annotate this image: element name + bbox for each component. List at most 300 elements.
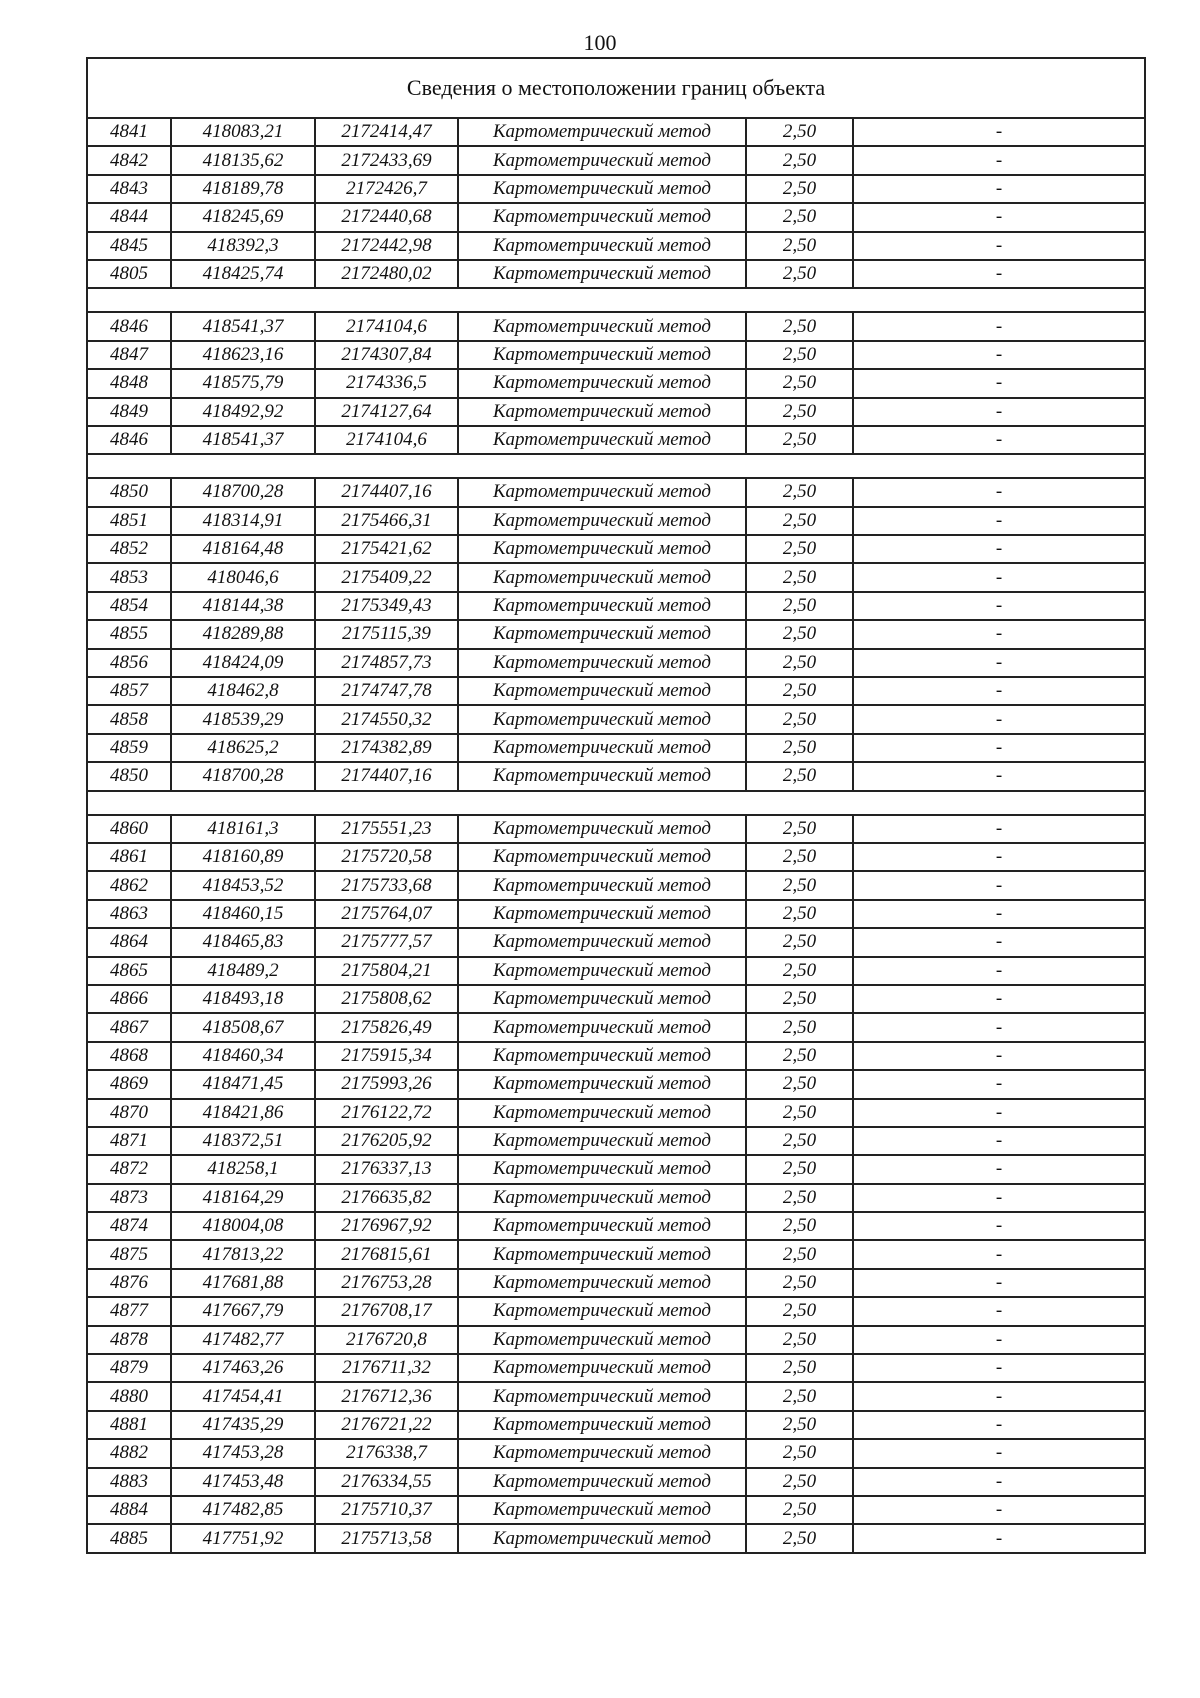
x-coordinate-cell: 418508,67 bbox=[171, 1013, 315, 1041]
x-coordinate-cell: 417482,85 bbox=[171, 1496, 315, 1524]
accuracy-cell: 2,50 bbox=[746, 426, 853, 454]
method-cell: Картометрический метод bbox=[458, 341, 746, 369]
y-coordinate-cell: 2176711,32 bbox=[315, 1354, 458, 1382]
method-cell: Картометрический метод bbox=[458, 563, 746, 591]
note-cell: - bbox=[853, 1269, 1145, 1297]
point-number-cell: 4869 bbox=[87, 1070, 171, 1098]
point-number-cell: 4871 bbox=[87, 1127, 171, 1155]
point-number-cell: 4855 bbox=[87, 620, 171, 648]
accuracy-cell: 2,50 bbox=[746, 507, 853, 535]
x-coordinate-cell: 418465,83 bbox=[171, 928, 315, 956]
note-cell: - bbox=[853, 1212, 1145, 1240]
table-row bbox=[87, 705, 1145, 733]
note-cell: - bbox=[853, 369, 1145, 397]
point-number-cell: 4881 bbox=[87, 1411, 171, 1439]
table-row bbox=[87, 1411, 1145, 1439]
x-coordinate-cell: 418453,52 bbox=[171, 871, 315, 899]
y-coordinate-cell: 2172414,47 bbox=[315, 118, 458, 146]
accuracy-cell: 2,50 bbox=[746, 649, 853, 677]
note-cell: - bbox=[853, 203, 1145, 231]
table-row bbox=[87, 1468, 1145, 1496]
note-cell: - bbox=[853, 341, 1145, 369]
x-coordinate-cell: 418046,6 bbox=[171, 563, 315, 591]
x-coordinate-cell: 418144,38 bbox=[171, 592, 315, 620]
accuracy-cell: 2,50 bbox=[746, 677, 853, 705]
table-row bbox=[87, 1042, 1145, 1070]
method-cell: Картометрический метод bbox=[458, 762, 746, 790]
accuracy-cell: 2,50 bbox=[746, 1184, 853, 1212]
y-coordinate-cell: 2174127,64 bbox=[315, 398, 458, 426]
x-coordinate-cell: 418258,1 bbox=[171, 1155, 315, 1183]
method-cell: Картометрический метод bbox=[458, 1269, 746, 1297]
method-cell: Картометрический метод bbox=[458, 1099, 746, 1127]
separator-row bbox=[87, 288, 1145, 312]
method-cell: Картометрический метод bbox=[458, 507, 746, 535]
table-row bbox=[87, 232, 1145, 260]
point-number-cell: 4866 bbox=[87, 985, 171, 1013]
point-number-cell: 4883 bbox=[87, 1468, 171, 1496]
point-number-cell: 4854 bbox=[87, 592, 171, 620]
method-cell: Картометрический метод bbox=[458, 1155, 746, 1183]
accuracy-cell: 2,50 bbox=[746, 1070, 853, 1098]
table-title: Сведения о местоположении границ объекта bbox=[87, 58, 1145, 118]
accuracy-cell: 2,50 bbox=[746, 843, 853, 871]
point-number-cell: 4843 bbox=[87, 175, 171, 203]
y-coordinate-cell: 2172433,69 bbox=[315, 146, 458, 174]
y-coordinate-cell: 2175915,34 bbox=[315, 1042, 458, 1070]
x-coordinate-cell: 418700,28 bbox=[171, 478, 315, 506]
point-number-cell: 4878 bbox=[87, 1326, 171, 1354]
table-row bbox=[87, 762, 1145, 790]
method-cell: Картометрический метод bbox=[458, 900, 746, 928]
note-cell: - bbox=[853, 1099, 1145, 1127]
point-number-cell: 4868 bbox=[87, 1042, 171, 1070]
table-row bbox=[87, 1269, 1145, 1297]
note-cell: - bbox=[853, 1354, 1145, 1382]
method-cell: Картометрический метод bbox=[458, 1013, 746, 1041]
table-row bbox=[87, 1070, 1145, 1098]
note-cell: - bbox=[853, 762, 1145, 790]
x-coordinate-cell: 418245,69 bbox=[171, 203, 315, 231]
note-cell: - bbox=[853, 398, 1145, 426]
method-cell: Картометрический метод bbox=[458, 734, 746, 762]
method-cell: Картометрический метод bbox=[458, 398, 746, 426]
x-coordinate-cell: 418164,29 bbox=[171, 1184, 315, 1212]
y-coordinate-cell: 2175466,31 bbox=[315, 507, 458, 535]
method-cell: Картометрический метод bbox=[458, 985, 746, 1013]
note-cell: - bbox=[853, 649, 1145, 677]
separator-row bbox=[87, 791, 1145, 815]
note-cell: - bbox=[853, 563, 1145, 591]
note-cell: - bbox=[853, 1184, 1145, 1212]
y-coordinate-cell: 2175804,21 bbox=[315, 957, 458, 985]
method-cell: Картометрический метод bbox=[458, 1524, 746, 1552]
accuracy-cell: 2,50 bbox=[746, 1240, 853, 1268]
x-coordinate-cell: 417435,29 bbox=[171, 1411, 315, 1439]
y-coordinate-cell: 2175551,23 bbox=[315, 815, 458, 843]
point-number-cell: 4846 bbox=[87, 312, 171, 340]
x-coordinate-cell: 418541,37 bbox=[171, 312, 315, 340]
x-coordinate-cell: 418492,92 bbox=[171, 398, 315, 426]
point-number-cell: 4860 bbox=[87, 815, 171, 843]
x-coordinate-cell: 417681,88 bbox=[171, 1269, 315, 1297]
table-row bbox=[87, 900, 1145, 928]
x-coordinate-cell: 417454,41 bbox=[171, 1382, 315, 1410]
point-number-cell: 4850 bbox=[87, 762, 171, 790]
separator-cell bbox=[87, 454, 1145, 478]
table-row bbox=[87, 1155, 1145, 1183]
table-row bbox=[87, 1297, 1145, 1325]
table-row bbox=[87, 928, 1145, 956]
point-number-cell: 4874 bbox=[87, 1212, 171, 1240]
y-coordinate-cell: 2172442,98 bbox=[315, 232, 458, 260]
table-row bbox=[87, 426, 1145, 454]
method-cell: Картометрический метод bbox=[458, 1382, 746, 1410]
y-coordinate-cell: 2176337,13 bbox=[315, 1155, 458, 1183]
x-coordinate-cell: 418493,18 bbox=[171, 985, 315, 1013]
point-number-cell: 4867 bbox=[87, 1013, 171, 1041]
table-row bbox=[87, 478, 1145, 506]
y-coordinate-cell: 2175713,58 bbox=[315, 1524, 458, 1552]
method-cell: Картометрический метод bbox=[458, 478, 746, 506]
accuracy-cell: 2,50 bbox=[746, 175, 853, 203]
method-cell: Картометрический метод bbox=[458, 1468, 746, 1496]
note-cell: - bbox=[853, 1411, 1145, 1439]
y-coordinate-cell: 2175764,07 bbox=[315, 900, 458, 928]
table-row bbox=[87, 175, 1145, 203]
x-coordinate-cell: 418625,2 bbox=[171, 734, 315, 762]
note-cell: - bbox=[853, 734, 1145, 762]
note-cell: - bbox=[853, 1127, 1145, 1155]
x-coordinate-cell: 418392,3 bbox=[171, 232, 315, 260]
y-coordinate-cell: 2175720,58 bbox=[315, 843, 458, 871]
accuracy-cell: 2,50 bbox=[746, 1496, 853, 1524]
table-row bbox=[87, 815, 1145, 843]
table-row bbox=[87, 260, 1145, 288]
accuracy-cell: 2,50 bbox=[746, 871, 853, 899]
accuracy-cell: 2,50 bbox=[746, 1297, 853, 1325]
accuracy-cell: 2,50 bbox=[746, 815, 853, 843]
table-row bbox=[87, 1013, 1145, 1041]
point-number-cell: 4885 bbox=[87, 1524, 171, 1552]
accuracy-cell: 2,50 bbox=[746, 312, 853, 340]
y-coordinate-cell: 2175777,57 bbox=[315, 928, 458, 956]
y-coordinate-cell: 2176122,72 bbox=[315, 1099, 458, 1127]
accuracy-cell: 2,50 bbox=[746, 1212, 853, 1240]
y-coordinate-cell: 2174747,78 bbox=[315, 677, 458, 705]
y-coordinate-cell: 2176815,61 bbox=[315, 1240, 458, 1268]
point-number-cell: 4884 bbox=[87, 1496, 171, 1524]
table-row bbox=[87, 1382, 1145, 1410]
y-coordinate-cell: 2176967,92 bbox=[315, 1212, 458, 1240]
table-row bbox=[87, 677, 1145, 705]
x-coordinate-cell: 418135,62 bbox=[171, 146, 315, 174]
point-number-cell: 4846 bbox=[87, 426, 171, 454]
accuracy-cell: 2,50 bbox=[746, 705, 853, 733]
table-row bbox=[87, 369, 1145, 397]
y-coordinate-cell: 2176720,8 bbox=[315, 1326, 458, 1354]
note-cell: - bbox=[853, 1524, 1145, 1552]
y-coordinate-cell: 2176753,28 bbox=[315, 1269, 458, 1297]
point-number-cell: 4848 bbox=[87, 369, 171, 397]
table-row bbox=[87, 734, 1145, 762]
accuracy-cell: 2,50 bbox=[746, 1013, 853, 1041]
accuracy-cell: 2,50 bbox=[746, 1042, 853, 1070]
table-row bbox=[87, 1127, 1145, 1155]
note-cell: - bbox=[853, 535, 1145, 563]
table-row bbox=[87, 507, 1145, 535]
x-coordinate-cell: 417667,79 bbox=[171, 1297, 315, 1325]
accuracy-cell: 2,50 bbox=[746, 985, 853, 1013]
y-coordinate-cell: 2172440,68 bbox=[315, 203, 458, 231]
table-row bbox=[87, 1099, 1145, 1127]
table-body bbox=[87, 58, 1145, 1553]
table-row bbox=[87, 341, 1145, 369]
x-coordinate-cell: 417813,22 bbox=[171, 1240, 315, 1268]
table-row bbox=[87, 203, 1145, 231]
table-row bbox=[87, 957, 1145, 985]
x-coordinate-cell: 418164,48 bbox=[171, 535, 315, 563]
point-number-cell: 4882 bbox=[87, 1439, 171, 1467]
method-cell: Картометрический метод bbox=[458, 871, 746, 899]
note-cell: - bbox=[853, 871, 1145, 899]
note-cell: - bbox=[853, 592, 1145, 620]
table-row bbox=[87, 146, 1145, 174]
x-coordinate-cell: 418372,51 bbox=[171, 1127, 315, 1155]
note-cell: - bbox=[853, 1382, 1145, 1410]
table-row bbox=[87, 1184, 1145, 1212]
note-cell: - bbox=[853, 175, 1145, 203]
method-cell: Картометрический метод bbox=[458, 1496, 746, 1524]
accuracy-cell: 2,50 bbox=[746, 563, 853, 591]
point-number-cell: 4862 bbox=[87, 871, 171, 899]
method-cell: Картометрический метод bbox=[458, 620, 746, 648]
point-number-cell: 4863 bbox=[87, 900, 171, 928]
note-cell: - bbox=[853, 843, 1145, 871]
separator-cell bbox=[87, 288, 1145, 312]
table-row bbox=[87, 592, 1145, 620]
accuracy-cell: 2,50 bbox=[746, 1127, 853, 1155]
point-number-cell: 4861 bbox=[87, 843, 171, 871]
table-row bbox=[87, 871, 1145, 899]
method-cell: Картометрический метод bbox=[458, 677, 746, 705]
table-row bbox=[87, 398, 1145, 426]
note-cell: - bbox=[853, 232, 1145, 260]
y-coordinate-cell: 2175733,68 bbox=[315, 871, 458, 899]
method-cell: Картометрический метод bbox=[458, 1297, 746, 1325]
note-cell: - bbox=[853, 1468, 1145, 1496]
x-coordinate-cell: 418539,29 bbox=[171, 705, 315, 733]
table-row bbox=[87, 535, 1145, 563]
method-cell: Картометрический метод bbox=[458, 649, 746, 677]
point-number-cell: 4850 bbox=[87, 478, 171, 506]
y-coordinate-cell: 2175826,49 bbox=[315, 1013, 458, 1041]
accuracy-cell: 2,50 bbox=[746, 620, 853, 648]
point-number-cell: 4845 bbox=[87, 232, 171, 260]
method-cell: Картометрический метод bbox=[458, 928, 746, 956]
x-coordinate-cell: 418700,28 bbox=[171, 762, 315, 790]
boundary-coordinates-table bbox=[86, 57, 1146, 1554]
y-coordinate-cell: 2176334,55 bbox=[315, 1468, 458, 1496]
accuracy-cell: 2,50 bbox=[746, 478, 853, 506]
table-row bbox=[87, 1496, 1145, 1524]
method-cell: Картометрический метод bbox=[458, 1411, 746, 1439]
y-coordinate-cell: 2174307,84 bbox=[315, 341, 458, 369]
y-coordinate-cell: 2176721,22 bbox=[315, 1411, 458, 1439]
x-coordinate-cell: 417751,92 bbox=[171, 1524, 315, 1552]
method-cell: Картометрический метод bbox=[458, 175, 746, 203]
y-coordinate-cell: 2174336,5 bbox=[315, 369, 458, 397]
point-number-cell: 4875 bbox=[87, 1240, 171, 1268]
point-number-cell: 4877 bbox=[87, 1297, 171, 1325]
method-cell: Картометрический метод bbox=[458, 369, 746, 397]
method-cell: Картометрический метод bbox=[458, 815, 746, 843]
accuracy-cell: 2,50 bbox=[746, 232, 853, 260]
point-number-cell: 4849 bbox=[87, 398, 171, 426]
point-number-cell: 4851 bbox=[87, 507, 171, 535]
accuracy-cell: 2,50 bbox=[746, 146, 853, 174]
table-row bbox=[87, 1439, 1145, 1467]
note-cell: - bbox=[853, 1070, 1145, 1098]
accuracy-cell: 2,50 bbox=[746, 1468, 853, 1496]
x-coordinate-cell: 418460,15 bbox=[171, 900, 315, 928]
note-cell: - bbox=[853, 260, 1145, 288]
table-row bbox=[87, 1354, 1145, 1382]
x-coordinate-cell: 418083,21 bbox=[171, 118, 315, 146]
y-coordinate-cell: 2176712,36 bbox=[315, 1382, 458, 1410]
point-number-cell: 4864 bbox=[87, 928, 171, 956]
y-coordinate-cell: 2175115,39 bbox=[315, 620, 458, 648]
table-row bbox=[87, 620, 1145, 648]
note-cell: - bbox=[853, 478, 1145, 506]
method-cell: Картометрический метод bbox=[458, 1184, 746, 1212]
x-coordinate-cell: 418424,09 bbox=[171, 649, 315, 677]
x-coordinate-cell: 418161,3 bbox=[171, 815, 315, 843]
table-row bbox=[87, 649, 1145, 677]
x-coordinate-cell: 418421,86 bbox=[171, 1099, 315, 1127]
point-number-cell: 4865 bbox=[87, 957, 171, 985]
accuracy-cell: 2,50 bbox=[746, 535, 853, 563]
table-row bbox=[87, 563, 1145, 591]
y-coordinate-cell: 2175349,43 bbox=[315, 592, 458, 620]
accuracy-cell: 2,50 bbox=[746, 1155, 853, 1183]
method-cell: Картометрический метод bbox=[458, 535, 746, 563]
separator-cell bbox=[87, 791, 1145, 815]
x-coordinate-cell: 418541,37 bbox=[171, 426, 315, 454]
note-cell: - bbox=[853, 1496, 1145, 1524]
note-cell: - bbox=[853, 1297, 1145, 1325]
table-row bbox=[87, 312, 1145, 340]
method-cell: Картометрический метод bbox=[458, 1127, 746, 1155]
accuracy-cell: 2,50 bbox=[746, 398, 853, 426]
y-coordinate-cell: 2174407,16 bbox=[315, 478, 458, 506]
x-coordinate-cell: 418575,79 bbox=[171, 369, 315, 397]
accuracy-cell: 2,50 bbox=[746, 1411, 853, 1439]
point-number-cell: 4805 bbox=[87, 260, 171, 288]
y-coordinate-cell: 2175421,62 bbox=[315, 535, 458, 563]
x-coordinate-cell: 417453,48 bbox=[171, 1468, 315, 1496]
method-cell: Картометрический метод bbox=[458, 312, 746, 340]
point-number-cell: 4879 bbox=[87, 1354, 171, 1382]
accuracy-cell: 2,50 bbox=[746, 1354, 853, 1382]
accuracy-cell: 2,50 bbox=[746, 1099, 853, 1127]
x-coordinate-cell: 418189,78 bbox=[171, 175, 315, 203]
note-cell: - bbox=[853, 705, 1145, 733]
x-coordinate-cell: 418425,74 bbox=[171, 260, 315, 288]
accuracy-cell: 2,50 bbox=[746, 118, 853, 146]
accuracy-cell: 2,50 bbox=[746, 928, 853, 956]
accuracy-cell: 2,50 bbox=[746, 260, 853, 288]
accuracy-cell: 2,50 bbox=[746, 1269, 853, 1297]
accuracy-cell: 2,50 bbox=[746, 900, 853, 928]
method-cell: Картометрический метод bbox=[458, 1354, 746, 1382]
point-number-cell: 4844 bbox=[87, 203, 171, 231]
x-coordinate-cell: 418160,89 bbox=[171, 843, 315, 871]
note-cell: - bbox=[853, 928, 1145, 956]
y-coordinate-cell: 2175808,62 bbox=[315, 985, 458, 1013]
point-number-cell: 4873 bbox=[87, 1184, 171, 1212]
point-number-cell: 4853 bbox=[87, 563, 171, 591]
note-cell: - bbox=[853, 1326, 1145, 1354]
table-row bbox=[87, 118, 1145, 146]
y-coordinate-cell: 2175409,22 bbox=[315, 563, 458, 591]
y-coordinate-cell: 2175710,37 bbox=[315, 1496, 458, 1524]
note-cell: - bbox=[853, 1240, 1145, 1268]
method-cell: Картометрический метод bbox=[458, 843, 746, 871]
note-cell: - bbox=[853, 507, 1145, 535]
y-coordinate-cell: 2172480,02 bbox=[315, 260, 458, 288]
accuracy-cell: 2,50 bbox=[746, 957, 853, 985]
point-number-cell: 4870 bbox=[87, 1099, 171, 1127]
x-coordinate-cell: 417453,28 bbox=[171, 1439, 315, 1467]
note-cell: - bbox=[853, 426, 1145, 454]
method-cell: Картометрический метод bbox=[458, 426, 746, 454]
note-cell: - bbox=[853, 900, 1145, 928]
x-coordinate-cell: 418462,8 bbox=[171, 677, 315, 705]
accuracy-cell: 2,50 bbox=[746, 1382, 853, 1410]
method-cell: Картометрический метод bbox=[458, 232, 746, 260]
method-cell: Картометрический метод bbox=[458, 957, 746, 985]
table-row bbox=[87, 1240, 1145, 1268]
note-cell: - bbox=[853, 985, 1145, 1013]
y-coordinate-cell: 2174104,6 bbox=[315, 312, 458, 340]
x-coordinate-cell: 417482,77 bbox=[171, 1326, 315, 1354]
y-coordinate-cell: 2174382,89 bbox=[315, 734, 458, 762]
method-cell: Картометрический метод bbox=[458, 1439, 746, 1467]
method-cell: Картометрический метод bbox=[458, 1042, 746, 1070]
note-cell: - bbox=[853, 312, 1145, 340]
method-cell: Картометрический метод bbox=[458, 260, 746, 288]
x-coordinate-cell: 418471,45 bbox=[171, 1070, 315, 1098]
table-title-row bbox=[87, 58, 1145, 118]
table-row bbox=[87, 1524, 1145, 1552]
separator-row bbox=[87, 454, 1145, 478]
y-coordinate-cell: 2172426,7 bbox=[315, 175, 458, 203]
y-coordinate-cell: 2174104,6 bbox=[315, 426, 458, 454]
point-number-cell: 4880 bbox=[87, 1382, 171, 1410]
y-coordinate-cell: 2176635,82 bbox=[315, 1184, 458, 1212]
y-coordinate-cell: 2174857,73 bbox=[315, 649, 458, 677]
point-number-cell: 4859 bbox=[87, 734, 171, 762]
table-row bbox=[87, 1212, 1145, 1240]
method-cell: Картометрический метод bbox=[458, 1326, 746, 1354]
x-coordinate-cell: 418289,88 bbox=[171, 620, 315, 648]
x-coordinate-cell: 417463,26 bbox=[171, 1354, 315, 1382]
accuracy-cell: 2,50 bbox=[746, 1439, 853, 1467]
method-cell: Картометрический метод bbox=[458, 146, 746, 174]
y-coordinate-cell: 2176338,7 bbox=[315, 1439, 458, 1467]
note-cell: - bbox=[853, 1042, 1145, 1070]
